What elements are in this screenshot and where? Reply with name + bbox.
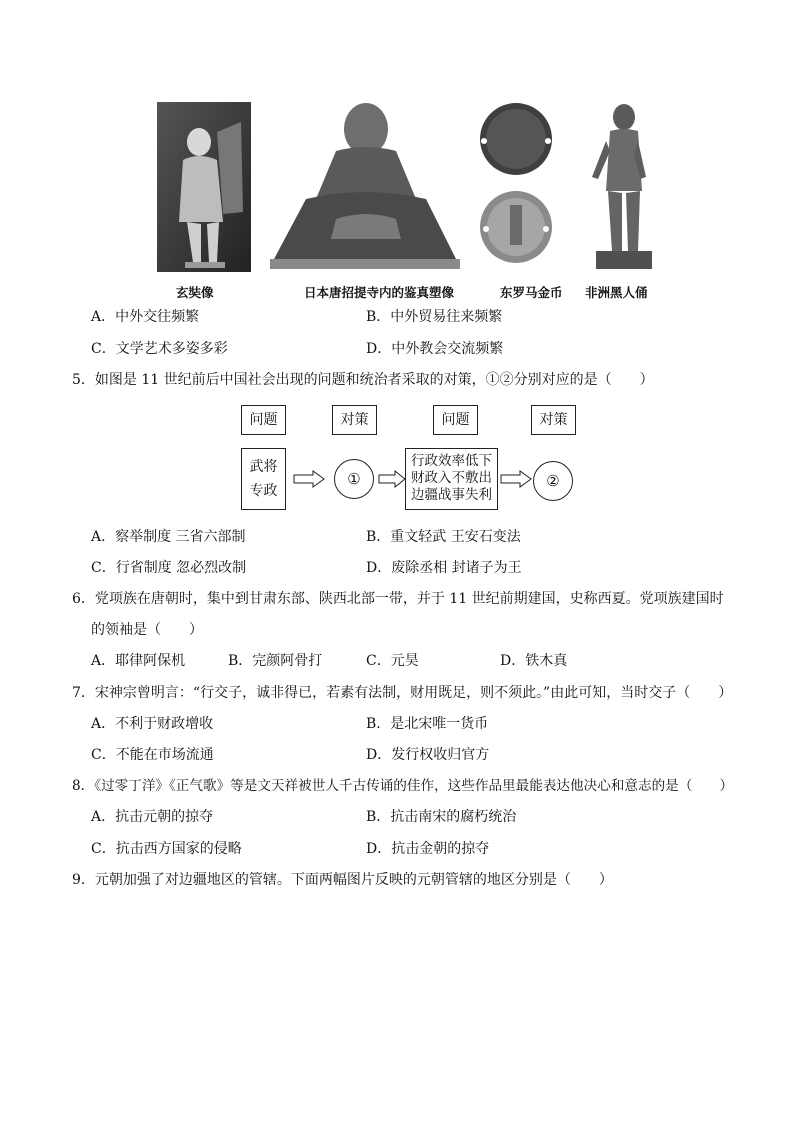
diagram-problem-2-box bbox=[405, 448, 498, 510]
diagram-solution-2-circle: ② bbox=[533, 461, 573, 501]
diagram-problem-1-line-1: 武将 bbox=[249, 459, 278, 475]
q8-option-d: D．抗击金朝的掠夺 bbox=[366, 841, 490, 857]
arrow-right-icon bbox=[378, 470, 406, 488]
q8-option-b: B．抗击南宋的腐朽统治 bbox=[366, 809, 517, 825]
diagram-problem-2-line-1: 行政效率低下 bbox=[411, 453, 492, 469]
q6-option-c: C．元昊 bbox=[366, 653, 419, 669]
q9-stem: 9．元朝加强了对边疆地区的管辖。下面两幅图片反映的元朝管辖的地区分别是（ ） bbox=[72, 872, 613, 888]
q5-option-a: A．察举制度 三省六部制 bbox=[91, 529, 246, 545]
q5-option-d: D．废除丞相 封诸子为王 bbox=[366, 560, 522, 576]
q7-option-a: A．不利于财政增收 bbox=[91, 716, 214, 732]
caption-xuanzang: 玄奘像 bbox=[176, 285, 214, 300]
xuanzang-image bbox=[157, 102, 251, 272]
q6-stem-line-2: 的领袖是（ ） bbox=[91, 622, 203, 638]
q4-option-c: C．文学艺术多姿多彩 bbox=[91, 341, 228, 357]
q6-option-b: B．完颜阿骨打 bbox=[228, 653, 323, 669]
q4-option-a: A．中外交往频繁 bbox=[91, 309, 200, 325]
diagram-problem-2-line-2: 财政入不敷出 bbox=[411, 470, 492, 486]
q8-option-c: C．抗击西方国家的侵略 bbox=[91, 841, 242, 857]
diagram-problem-1-box bbox=[241, 448, 286, 510]
caption-african-figurine: 非洲黑人俑 bbox=[585, 285, 648, 300]
diagram-header-solution-2: 对策 bbox=[531, 405, 576, 435]
caption-jianzhen: 日本唐招提寺内的鉴真塑像 bbox=[304, 285, 455, 300]
arrow-right-icon bbox=[500, 470, 532, 488]
diagram-solution-1-circle: ① bbox=[334, 459, 374, 499]
q7-option-c: C．不能在市场流通 bbox=[91, 747, 214, 763]
q6-stem-line-1: 6．党项族在唐朝时，集中到甘肃东部、陕西北部一带，并于 11 世纪前期建国，史称西夏。党项族建国时 bbox=[72, 591, 724, 607]
diagram-header-problem-2: 问题 bbox=[433, 405, 478, 435]
q5-option-b: B．重文轻武 王安石变法 bbox=[366, 529, 521, 545]
african-figurine-image bbox=[584, 101, 658, 273]
q6-option-d: D．铁木真 bbox=[500, 653, 568, 669]
q8-stem: 8．《过零丁洋》《正气歌》等是文天祥被世人千古传诵的佳作，这些作品里最能表达他决心和意志的是（ ） bbox=[72, 778, 734, 794]
q5-stem: 5．如图是 11 世纪前后中国社会出现的问题和统治者采取的对策，①②分别对应的是（ ） bbox=[72, 372, 654, 388]
arrow-right-icon bbox=[293, 470, 325, 488]
q4-option-d: D．中外教会交流频繁 bbox=[366, 341, 504, 357]
q7-stem: 7．宋神宗曾明言：“行交子，诚非得已，若素有法制，财用既足，则不须此。”由此可知，当时交子（ ） bbox=[72, 685, 733, 701]
diagram-problem-2-line-3: 边疆战事失利 bbox=[411, 487, 492, 503]
q4-option-b: B．中外贸易往来频繁 bbox=[366, 309, 503, 325]
q5-option-c: C．行省制度 忽必烈改制 bbox=[91, 560, 247, 576]
diagram-problem-1-line-2: 专政 bbox=[249, 483, 278, 499]
diagram-header-solution-1: 对策 bbox=[332, 405, 377, 435]
roman-gold-coin-image bbox=[476, 101, 556, 273]
q7-option-b: B．是北宋唯一货币 bbox=[366, 716, 489, 732]
jianzhen-statue-image bbox=[266, 99, 463, 271]
q6-option-a: A．耶律阿保机 bbox=[91, 653, 186, 669]
caption-roman-coin: 东罗马金币 bbox=[500, 285, 563, 300]
q8-option-a: A．抗击元朝的掠夺 bbox=[91, 809, 214, 825]
q7-option-d: D．发行权收归官方 bbox=[366, 747, 490, 763]
diagram-header-problem-1: 问题 bbox=[241, 405, 286, 435]
